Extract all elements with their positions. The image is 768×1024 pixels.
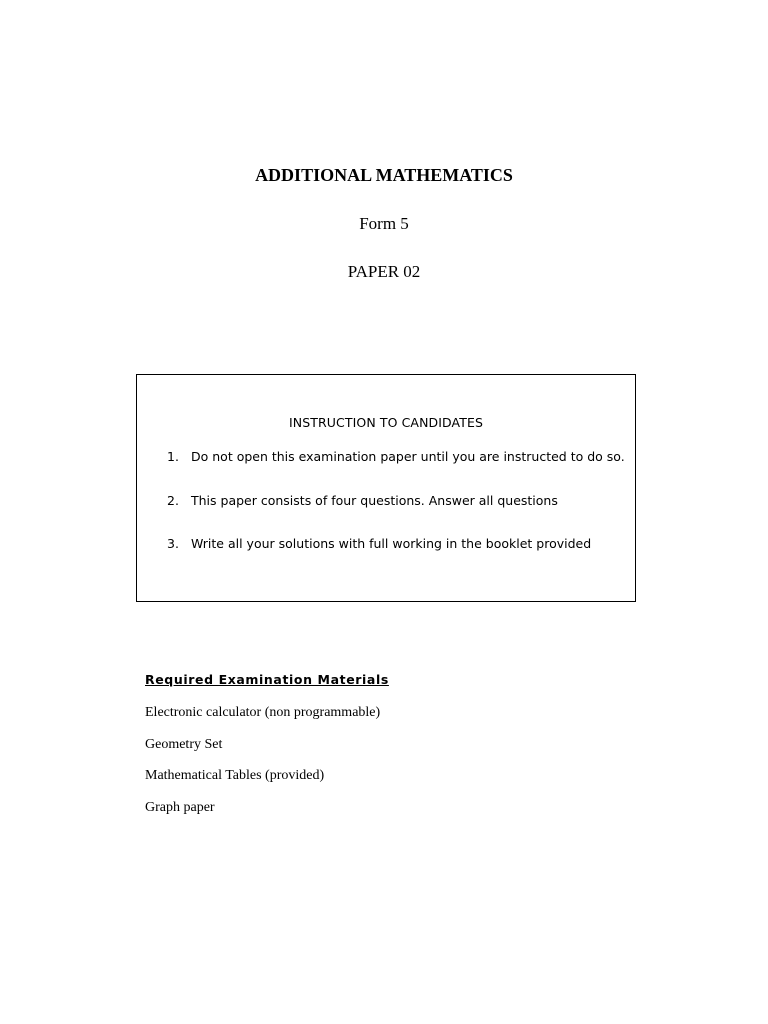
material-item: Mathematical Tables (provided) — [145, 768, 325, 784]
instruction-number: 2. — [167, 492, 179, 508]
paper-number: PAPER 02 — [347, 262, 421, 281]
instruction-item — [167, 536, 627, 552]
instructions-heading: INSTRUCTION TO CANDIDATES — [289, 415, 483, 430]
materials-list — [145, 704, 380, 831]
instructions-list — [167, 449, 627, 580]
instruction-number: 1. — [167, 449, 179, 464]
material-item: Graph paper — [145, 800, 215, 816]
materials-heading: Required Examination Materials — [145, 672, 389, 687]
instruction-number: 3. — [167, 536, 179, 551]
instruction-text: Do not open this examination paper until you are instructed to do so. — [191, 449, 625, 464]
instruction-text: Write all your solutions with full working in the booklet provided — [191, 536, 592, 551]
instruction-item — [167, 493, 627, 509]
instructions-box — [136, 374, 636, 602]
instruction-item — [167, 449, 627, 465]
document-title: ADDITIONAL MATHEMATICS — [255, 165, 513, 185]
form-level: Form 5 — [359, 214, 409, 233]
material-item: Electronic calculator (non programmable) — [145, 705, 381, 720]
instruction-text: This paper consists of four questions. Answer all questions — [191, 492, 558, 508]
material-item: Geometry Set — [145, 736, 223, 752]
